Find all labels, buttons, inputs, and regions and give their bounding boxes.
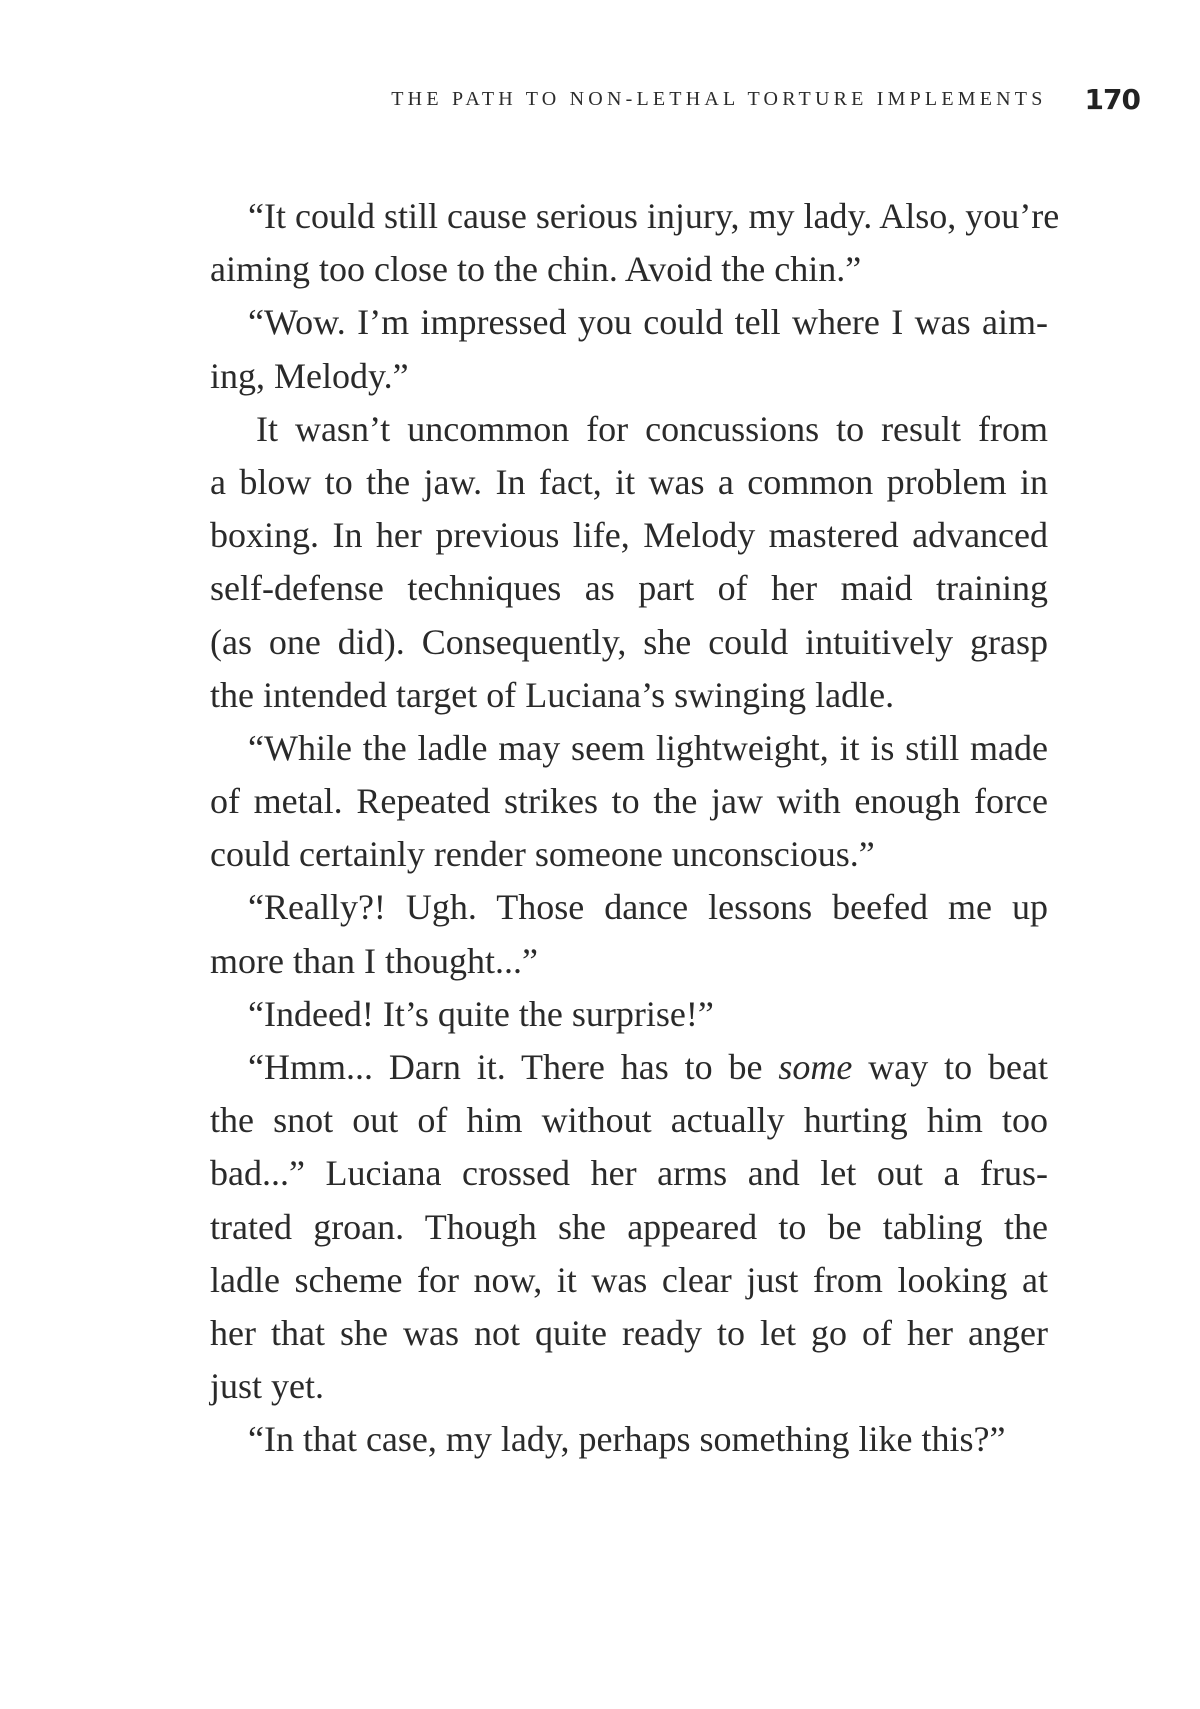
text-line: the intended target of Luciana’s swinging ladle. [210, 674, 895, 715]
text-line: the snot out of him without actually hurting him too [210, 1100, 1048, 1141]
text-line: “Indeed! It’s quite the surprise!” [248, 993, 714, 1034]
text-line: a blow to the jaw. In fact, it was a common problem in [210, 461, 1048, 502]
text-line: “It could still cause serious injury, my lady. Also, you’re [248, 196, 1060, 236]
text-run: “Hmm... Darn it. There has to be [248, 1047, 779, 1087]
page-number: 170 [1084, 82, 1140, 116]
text-line: ing, Melody.” [210, 355, 409, 396]
running-header [210, 84, 1140, 114]
text-line: aiming too close to the chin. Avoid the chin.” [210, 249, 862, 290]
text-line: “Wow. I’m impressed you could tell where I was aim- [248, 302, 1048, 343]
text-line: just yet. [210, 1366, 324, 1407]
text-line: ladle scheme for now, it was clear just from looking at [210, 1259, 1048, 1300]
body-text [210, 190, 1060, 1467]
text-line: “While the ladle may seem lightweight, it is still made [248, 727, 1048, 768]
text-line: could certainly render someone unconscious.” [210, 834, 875, 875]
text-line: self-defense techniques as part of her maid training [210, 568, 1048, 609]
text-line-emphasis [210, 1041, 1048, 1094]
text-line: “In that case, my lady, perhaps something like this?” [248, 1419, 1006, 1460]
text-line: her that she was not quite ready to let go of her anger [210, 1312, 1048, 1353]
text-line: It wasn’t uncommon for concussions to result from [256, 408, 1048, 449]
text-line: boxing. In her previous life, Melody mastered advanced [210, 515, 1048, 556]
text-run: way to beat [852, 1047, 1049, 1087]
emphasized-word: some [778, 1047, 853, 1087]
text-line: trated groan. Though she appeared to be tabling the [210, 1206, 1048, 1247]
text-line: “Really?! Ugh. Those dance lessons beefed me up [248, 887, 1048, 928]
text-line: of metal. Repeated strikes to the jaw with enough force [210, 781, 1048, 822]
running-title: THE PATH TO NON-LETHAL TORTURE IMPLEMENTS [391, 87, 1047, 110]
text-line: more than I thought...” [210, 940, 538, 981]
text-line: bad...” Luciana crossed her arms and let out a frus- [210, 1153, 1048, 1194]
text-line: (as one did). Consequently, she could intuitively grasp [210, 621, 1048, 662]
